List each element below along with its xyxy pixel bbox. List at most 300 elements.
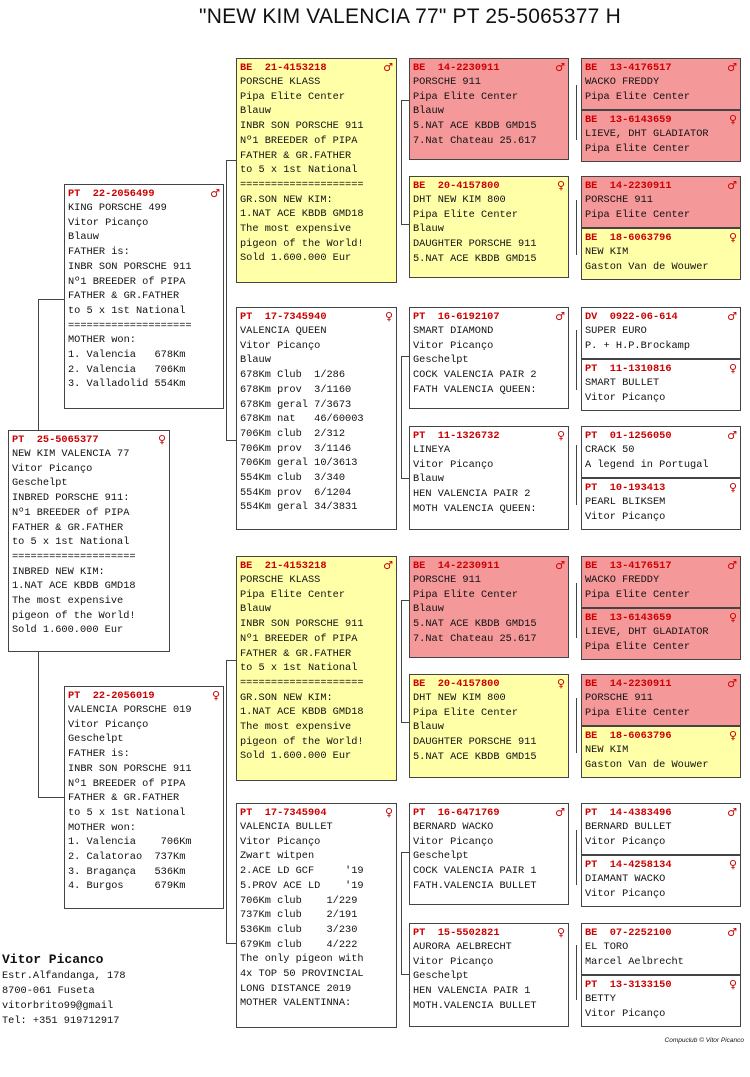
card-line: AURORA AELBRECHT: [413, 941, 512, 953]
card-line: DHT NEW KIM 800: [413, 194, 506, 206]
card-line: ====================: [12, 550, 136, 563]
card-line: DIAMANT WACKO: [585, 873, 666, 885]
card-line: 706Km club 1/229: [240, 894, 358, 907]
card-line: 5.NAT ACE KBDB GMD15: [413, 618, 537, 631]
card-line: SMART BULLET: [585, 377, 660, 389]
card-header: [240, 559, 393, 573]
sex-symbol-icon: ♀: [728, 978, 737, 991]
connector: [38, 652, 39, 797]
card-line: FATHER is:: [68, 246, 130, 259]
ring-number: BE 14-2230911: [413, 62, 500, 74]
card-header: [413, 429, 565, 443]
card-line: FATHER & GR.FATHER: [68, 792, 180, 805]
sex-symbol-icon: ♀: [556, 179, 565, 192]
card-line: GR.SON NEW KIM:: [240, 193, 333, 206]
card-line: Vitor Picanço: [413, 458, 494, 471]
card-line: Vitor Picanço: [12, 462, 93, 475]
ring-number: BE 18-6063796: [585, 730, 672, 742]
card-line: COCK VALENCIA PAIR 2: [413, 369, 537, 382]
card-line: PORSCHE KLASS: [240, 574, 321, 586]
card-line: 7.Nat Chateau 25.617: [413, 134, 537, 147]
ring-number: PT 14-4258134: [585, 859, 672, 871]
card-line: DAUGHTER PORSCHE 911: [413, 238, 537, 251]
pigeon-card-g14: [581, 855, 741, 907]
pigeon-card-mff: [409, 556, 569, 658]
card-line: 737Km club 2/191: [240, 909, 358, 922]
connector: [576, 330, 577, 390]
ring-number: BE 14-2230911: [585, 180, 672, 192]
card-line: PEARL BLIKSEM: [585, 496, 666, 508]
card-line: Geschelpt: [12, 477, 68, 490]
ring-number: PT 22-2056019: [68, 690, 155, 702]
card-line: 4. Burgos 679Km: [68, 880, 186, 893]
card-line: MOTHER VALENTINNA:: [240, 997, 352, 1010]
card-header: [413, 806, 565, 820]
card-line: LONG DISTANCE 2019: [240, 982, 352, 995]
connector: [401, 356, 402, 478]
card-line: Sold 1.600.000 Eur: [240, 252, 352, 265]
ring-number: BE 21-4153218: [240, 560, 327, 572]
card-line: 678Km Club 1/286: [240, 369, 346, 382]
pigeon-card-g13: [581, 803, 741, 855]
card-line: Vitor Picanço: [413, 835, 494, 848]
card-line: FATHER is:: [68, 748, 130, 761]
card-line: 554Km geral 34/3831: [240, 501, 358, 514]
connector: [401, 852, 402, 974]
card-line: HEN VALENCIA PAIR 2: [413, 488, 531, 501]
card-line: Pipa Elite Center: [413, 208, 519, 221]
pigeon-card-mother-father: [236, 556, 397, 781]
sex-symbol-icon: ♀: [728, 611, 737, 624]
pigeon-card-subject: [8, 430, 170, 652]
connector: [226, 660, 227, 943]
card-line: pigeon of the World!: [12, 609, 136, 622]
sex-symbol-icon: ♀: [728, 481, 737, 494]
card-line: 536Km club 3/230: [240, 923, 358, 936]
pigeon-card-father-father: [236, 58, 397, 283]
card-line: Pipa Elite Center: [413, 706, 519, 719]
card-line: 1. Valencia 678Km: [68, 349, 186, 362]
card-line: 1.NAT ACE KBDB GMD18: [12, 580, 136, 593]
card-line: Marcel Aelbrecht: [585, 955, 684, 968]
connector: [401, 600, 402, 722]
ring-number: BE 14-2230911: [413, 560, 500, 572]
card-line: Vitor Picanço: [585, 391, 666, 404]
card-line: VALENCIA PORSCHE 019: [68, 704, 192, 716]
card-line: pigeon of the World!: [240, 735, 364, 748]
sex-symbol-icon: ♂: [727, 806, 737, 819]
card-header: [240, 806, 393, 820]
card-line: 706Km prov 3/1146: [240, 442, 352, 455]
card-line: Nº1 BREEDER of PIPA: [12, 506, 130, 519]
sex-symbol-icon: ♂: [727, 61, 737, 74]
card-line: Blauw: [413, 721, 444, 734]
connector: [576, 945, 577, 1000]
card-header: [585, 231, 737, 245]
card-line: Pipa Elite Center: [585, 90, 691, 103]
ring-number: PT 16-6192107: [413, 311, 500, 323]
card-line: Blauw: [413, 105, 444, 118]
card-line: Sold 1.600.000 Eur: [240, 750, 352, 763]
card-line: Blauw: [413, 473, 444, 486]
card-line: Vitor Picanço: [240, 339, 321, 352]
card-line: FATHER & GR.FATHER: [240, 149, 352, 162]
card-line: Vitor Picanço: [68, 216, 149, 229]
ring-number: DV 0922-06-614: [585, 311, 678, 323]
card-line: 1.NAT ACE KBDB GMD18: [240, 208, 364, 221]
card-line: INBRED PORSCHE 911:: [12, 492, 130, 505]
card-header: [12, 433, 166, 447]
ring-number: BE 13-4176517: [585, 62, 672, 74]
card-header: [585, 978, 737, 992]
card-line: ====================: [240, 178, 364, 191]
ring-number: PT 10-193413: [585, 482, 666, 494]
pigeon-card-fff: [409, 58, 569, 160]
card-line: ====================: [240, 676, 364, 689]
pigeon-card-ffm: [409, 176, 569, 278]
card-line: MOTH.VALENCIA BULLET: [413, 999, 537, 1012]
card-line: Nº1 BREEDER of PIPA: [240, 134, 358, 147]
card-line: BERNARD BULLET: [585, 821, 672, 833]
owner-contact: [2, 951, 126, 1029]
connector: [401, 224, 409, 225]
card-line: Sold 1.600.000 Eur: [12, 624, 124, 637]
card-header: [585, 926, 737, 940]
card-line: NEW KIM VALENCIA 77: [12, 448, 130, 460]
card-line: 554Km club 3/340: [240, 472, 346, 485]
connector: [226, 160, 236, 161]
pigeon-card-g8: [581, 478, 741, 530]
sex-symbol-icon: ♂: [555, 559, 565, 572]
ring-number: BE 13-6143659: [585, 114, 672, 126]
card-line: FATHER & GR.FATHER: [240, 647, 352, 660]
card-line: to 5 x 1st National: [68, 806, 186, 819]
sex-symbol-icon: ♀: [211, 689, 220, 702]
owner-email: vitorbrito99@gmail: [2, 1000, 114, 1012]
card-header: [585, 806, 737, 820]
pigeon-card-g2: [581, 110, 741, 162]
card-line: 554Km prov 6/1204: [240, 486, 352, 499]
card-line: 679Km club 4/222: [240, 938, 358, 951]
card-line: Vitor Picanço: [413, 339, 494, 352]
ring-number: PT 15-5502821: [413, 927, 500, 939]
sex-symbol-icon: ♂: [727, 429, 737, 442]
card-line: Blauw: [413, 223, 444, 236]
card-header: [585, 362, 737, 376]
card-line: The most expensive: [240, 721, 352, 734]
ring-number: BE 07-2252100: [585, 927, 672, 939]
card-line: Vitor Picanço: [68, 718, 149, 731]
sex-symbol-icon: ♀: [728, 858, 737, 871]
ring-number: BE 21-4153218: [240, 62, 327, 74]
card-line: INBR SON PORSCHE 911: [240, 618, 364, 631]
ring-number: PT 17-7345940: [240, 311, 327, 323]
owner-phone: Tel: +351 919712917: [2, 1015, 120, 1027]
card-line: NEW KIM: [585, 246, 629, 258]
card-line: Pipa Elite Center: [585, 208, 691, 221]
card-line: LINEYA: [413, 444, 451, 456]
connector: [38, 299, 64, 300]
sex-symbol-icon: ♂: [555, 310, 565, 323]
card-line: EL TORO: [585, 941, 629, 953]
card-header: [585, 429, 737, 443]
ring-number: PT 25-5065377: [12, 434, 99, 446]
card-line: to 5 x 1st National: [68, 304, 186, 317]
card-line: 5.NAT ACE KBDB GMD15: [413, 120, 537, 133]
connector: [401, 852, 409, 853]
connector: [401, 100, 402, 224]
card-line: 1. Valencia 706Km: [68, 836, 192, 849]
sex-symbol-icon: ♂: [727, 926, 737, 939]
pigeon-card-father: [64, 184, 224, 409]
ring-number: PT 13-3133150: [585, 979, 672, 991]
sex-symbol-icon: ♂: [383, 559, 393, 572]
ring-number: BE 14-2230911: [585, 678, 672, 690]
owner-name: Vitor Picanco: [2, 952, 104, 967]
card-line: 5.NAT ACE KBDB GMD15: [413, 252, 537, 265]
sex-symbol-icon: ♂: [555, 61, 565, 74]
card-line: BETTY: [585, 993, 616, 1005]
connector: [576, 583, 577, 638]
connector: [226, 160, 227, 440]
card-header: [585, 61, 737, 75]
pigeon-card-mfm: [409, 674, 569, 778]
sex-symbol-icon: ♀: [556, 677, 565, 690]
card-line: 5.NAT ACE KBDB GMD15: [413, 750, 537, 763]
card-line: MOTHER won:: [68, 334, 136, 347]
card-line: ====================: [68, 319, 192, 332]
card-line: FATH.VALENCIA BULLET: [413, 879, 537, 892]
card-header: [585, 310, 737, 324]
card-line: HEN VALENCIA PAIR 1: [413, 985, 531, 998]
card-line: 2. Calatorao 737Km: [68, 851, 186, 864]
card-line: The most expensive: [12, 595, 124, 608]
sex-symbol-icon: ♀: [556, 926, 565, 939]
pigeon-card-g5: [581, 307, 741, 359]
ring-number: BE 20-4157800: [413, 180, 500, 192]
card-header: [240, 310, 393, 324]
ring-number: PT 16-6471769: [413, 807, 500, 819]
card-line: Nº1 BREEDER of PIPA: [240, 632, 358, 645]
card-line: 4x TOP 50 PROVINCIAL: [240, 968, 364, 981]
card-line: Geschelpt: [413, 970, 469, 983]
card-line: BERNARD WACKO: [413, 821, 494, 833]
pigeon-card-mmf: [409, 803, 569, 905]
card-line: Geschelpt: [413, 850, 469, 863]
card-line: WACKO FREDDY: [585, 76, 660, 88]
card-line: INBRED NEW KIM:: [12, 565, 105, 578]
card-line: PORSCHE 911: [413, 574, 481, 586]
ring-number: BE 20-4157800: [413, 678, 500, 690]
pigeon-card-g15: [581, 923, 741, 975]
pigeon-card-fmf: [409, 307, 569, 409]
ring-number: PT 14-4383496: [585, 807, 672, 819]
pigeon-card-g7: [581, 426, 741, 478]
connector: [226, 943, 236, 944]
owner-city: 8700-061 Fuseta: [2, 985, 95, 997]
card-line: DHT NEW KIM 800: [413, 692, 506, 704]
pigeon-card-fmm: [409, 426, 569, 530]
connector: [401, 974, 409, 975]
card-line: 3. Valladolid 554Km: [68, 378, 186, 391]
card-line: Pipa Elite Center: [585, 142, 691, 155]
card-header: [585, 611, 737, 625]
card-line: PORSCHE 911: [413, 76, 481, 88]
card-header: [413, 677, 565, 691]
owner-address: Estr.Alfandanga, 178: [2, 970, 126, 982]
pigeon-card-g4: [581, 228, 741, 280]
connector: [38, 299, 39, 430]
sex-symbol-icon: ♀: [556, 429, 565, 442]
card-line: SMART DIAMOND: [413, 325, 494, 337]
card-line: 2. Valencia 706Km: [68, 363, 186, 376]
sex-symbol-icon: ♂: [727, 179, 737, 192]
sex-symbol-icon: ♀: [728, 113, 737, 126]
card-line: FATHER & GR.FATHER: [68, 290, 180, 303]
connector: [576, 698, 577, 753]
card-line: Zwart witpen: [240, 850, 315, 863]
card-line: PORSCHE 911: [585, 692, 653, 704]
connector: [38, 797, 64, 798]
connector: [401, 600, 409, 601]
card-line: Vitor Picanço: [585, 835, 666, 848]
card-line: NEW KIM: [585, 744, 629, 756]
card-line: LIEVE, DHT GLADIATOR: [585, 128, 709, 140]
card-line: MOTHER won:: [68, 821, 136, 834]
card-header: [585, 677, 737, 691]
card-header: [585, 559, 737, 573]
card-line: Pipa Elite Center: [585, 588, 691, 601]
card-line: Vitor Picanço: [585, 1007, 666, 1020]
sex-symbol-icon: ♀: [728, 231, 737, 244]
card-line: Vitor Picanço: [585, 510, 666, 523]
card-header: [413, 926, 565, 940]
sex-symbol-icon: ♂: [210, 187, 220, 200]
card-header: [585, 113, 737, 127]
card-line: COCK VALENCIA PAIR 1: [413, 865, 537, 878]
card-header: [585, 179, 737, 193]
page-title: "NEW KIM VALENCIA 77" PT 25-5065377 H: [199, 5, 621, 28]
card-line: Gaston Van de Wouwer: [585, 758, 709, 771]
card-line: Blauw: [68, 231, 99, 244]
card-line: LIEVE, DHT GLADIATOR: [585, 626, 709, 638]
pigeon-card-father-mother: [236, 307, 397, 530]
connector: [401, 722, 409, 723]
card-header: [413, 310, 565, 324]
pigeon-card-mother-mother: [236, 803, 397, 1028]
card-line: FATH VALENCIA QUEEN:: [413, 383, 537, 396]
card-line: Vitor Picanço: [240, 835, 321, 848]
ring-number: PT 11-1326732: [413, 430, 500, 442]
sex-symbol-icon: ♀: [384, 310, 393, 323]
card-line: Blauw: [240, 354, 271, 367]
card-line: CRACK 50: [585, 444, 635, 456]
card-line: to 5 x 1st National: [12, 536, 130, 549]
card-line: 1.NAT ACE KBDB GMD18: [240, 706, 364, 719]
card-line: The only pigeon with: [240, 953, 364, 966]
ring-number: PT 22-2056499: [68, 188, 155, 200]
pigeon-card-g16: [581, 975, 741, 1027]
ring-number: BE 13-6143659: [585, 612, 672, 624]
card-header: [413, 559, 565, 573]
card-line: 678Km prov 3/1160: [240, 383, 352, 396]
connector: [576, 445, 577, 505]
credit-line: Compuclub © Vitor Picanco: [664, 1037, 744, 1044]
ring-number: BE 18-6063796: [585, 232, 672, 244]
card-line: FATHER & GR.FATHER: [12, 521, 124, 534]
ring-number: PT 17-7345904: [240, 807, 327, 819]
connector: [576, 85, 577, 140]
card-line: 2.ACE LD GCF '19: [240, 865, 364, 878]
card-line: GR.SON NEW KIM:: [240, 691, 333, 704]
sex-symbol-icon: ♀: [384, 806, 393, 819]
card-line: pigeon of the World!: [240, 237, 364, 250]
card-line: 706Km geral 10/3613: [240, 457, 358, 470]
connector: [401, 478, 409, 479]
card-line: 678Km geral 7/3673: [240, 398, 352, 411]
connector: [226, 440, 236, 441]
pigeon-card-g12: [581, 726, 741, 778]
card-header: [240, 61, 393, 75]
card-line: Blauw: [413, 603, 444, 616]
connector: [576, 830, 577, 885]
card-line: DAUGHTER PORSCHE 911: [413, 736, 537, 749]
card-line: 5.PROV ACE LD '19: [240, 879, 364, 892]
sex-symbol-icon: ♂: [727, 559, 737, 572]
card-header: [413, 179, 565, 193]
card-line: 706Km club 2/312: [240, 427, 346, 440]
ring-number: PT 11-1310816: [585, 363, 672, 375]
card-line: Pipa Elite Center: [413, 90, 519, 103]
card-header: [585, 729, 737, 743]
pigeon-card-g3: [581, 176, 741, 228]
pigeon-card-g11: [581, 674, 741, 726]
card-line: VALENCIA BULLET: [240, 821, 333, 833]
sex-symbol-icon: ♂: [727, 677, 737, 690]
card-line: Blauw: [240, 105, 271, 118]
sex-symbol-icon: ♂: [383, 61, 393, 74]
pigeon-card-mmm: [409, 923, 569, 1027]
card-line: 7.Nat Chateau 25.617: [413, 632, 537, 645]
card-header: [68, 689, 220, 703]
card-line: to 5 x 1st National: [240, 164, 358, 177]
card-line: WACKO FREDDY: [585, 574, 660, 586]
card-line: Geschelpt: [413, 354, 469, 367]
card-line: Geschelpt: [68, 733, 124, 746]
card-line: 3. Bragança 536Km: [68, 865, 186, 878]
pigeon-card-g1: [581, 58, 741, 110]
card-line: Vitor Picanço: [413, 955, 494, 968]
card-line: INBR SON PORSCHE 911: [240, 120, 364, 133]
connector: [401, 356, 409, 357]
sex-symbol-icon: ♂: [555, 806, 565, 819]
card-header: [585, 858, 737, 872]
card-line: INBR SON PORSCHE 911: [68, 762, 192, 775]
card-line: A legend in Portugal: [585, 458, 709, 471]
card-line: P. + H.P.Brockamp: [585, 339, 691, 352]
card-line: to 5 x 1st National: [240, 662, 358, 675]
card-line: Pipa Elite Center: [413, 588, 519, 601]
pigeon-card-g10: [581, 608, 741, 660]
card-line: Pipa Elite Center: [240, 90, 346, 103]
ring-number: PT 01-1256050: [585, 430, 672, 442]
card-line: Vitor Picanço: [585, 887, 666, 900]
card-line: Pipa Elite Center: [585, 706, 691, 719]
card-line: The most expensive: [240, 223, 352, 236]
sex-symbol-icon: ♀: [728, 362, 737, 375]
ring-number: BE 13-4176517: [585, 560, 672, 572]
card-line: Gaston Van de Wouwer: [585, 260, 709, 273]
